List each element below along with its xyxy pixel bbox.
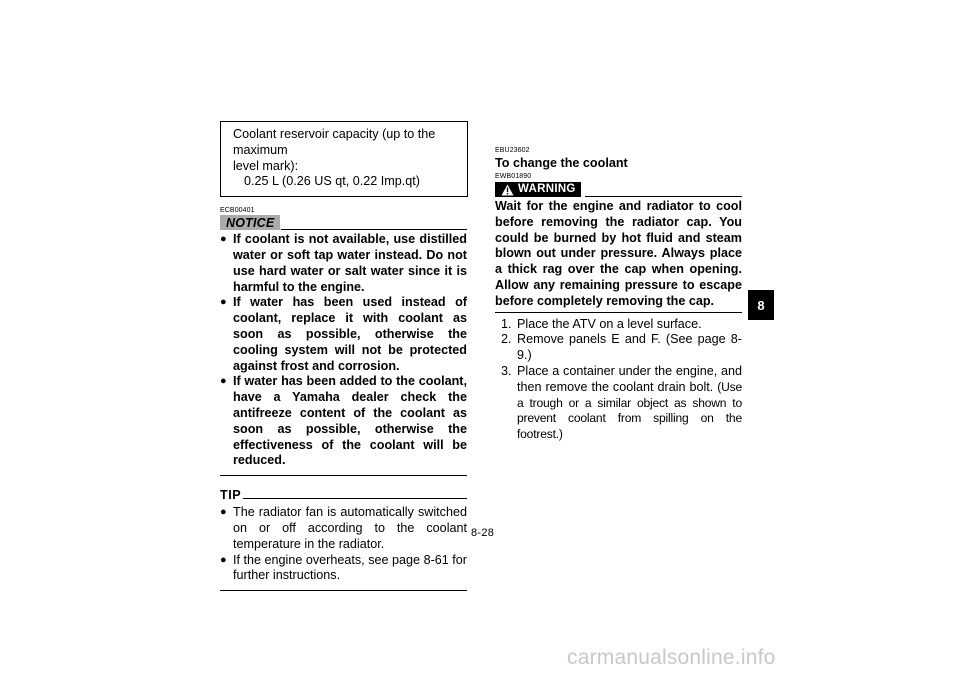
warning-code: EWB01890 (495, 173, 532, 180)
spec-line: Coolant reservoir capacity (up to the maximum (233, 127, 436, 157)
tip-rule (243, 498, 467, 499)
notice-badge: NOTICE (220, 215, 280, 230)
tip-list (220, 505, 467, 584)
page-number: 8-28 (471, 527, 495, 539)
tip-item: ● The radiator fan is automatically switched on or off according to the coolant temperature in the radiator. (220, 505, 467, 551)
watermark: carmanualsonline.info (567, 646, 776, 669)
step-item (495, 364, 742, 443)
tip-label: TIP (220, 488, 242, 503)
chapter-tab: 8 (748, 290, 774, 320)
procedure-steps (495, 317, 742, 443)
notice-end-rule (220, 475, 467, 476)
notice-item: ● If coolant is not available, use distilled water or soft tap water instead. Do not use hard water or salt water since it is harmful to the engine. (220, 232, 467, 294)
step-text: Place the ATV on a level surface. (517, 316, 702, 331)
warning-rule (585, 196, 742, 197)
right-column (495, 147, 742, 443)
notice-list (220, 232, 467, 469)
notice-code: ECB00401 (220, 207, 255, 215)
step-item (495, 317, 742, 333)
bullet-icon: ● (220, 506, 227, 519)
notice-header (220, 215, 467, 230)
spec-value: 0.25 L (0.26 US qt, 0.22 Imp.qt) (244, 174, 420, 189)
warning-header (495, 182, 742, 197)
warning-text: Wait for the engine and radiator to cool before removing the radiator cap. You could be burned by hot fluid and steam blown out under pressure. Always place a thick rag over the cap when opening. Allow any remaining pressure to escape before completely removing the cap. (495, 199, 742, 313)
tip-item: ● If the engine overheats, see page 8-61 for further instructions. (220, 552, 467, 583)
notice-item: ● If water has been added to the coolant, have a Yamaha dealer check the antifreeze content of the coolant as soon as possible, otherwise the effectiveness of the coolant will be reduced. (220, 374, 467, 468)
bullet-icon: ● (220, 296, 227, 309)
step-text-note: (Use a trough or a similar object as shown to prevent coolant from spilling on the footrest.) (517, 379, 742, 442)
spec-line: level mark): (233, 158, 299, 173)
section-code: EBU23602 (495, 147, 530, 154)
notice-rule (281, 229, 467, 230)
step-item (495, 332, 742, 364)
tip-header (220, 488, 467, 502)
step-text: Place a container under the engine, and then remove the coolant drain bolt. (517, 363, 742, 394)
section-title: To change the coolant (495, 156, 628, 170)
step-number: 1. (501, 316, 512, 331)
step-number: 2. (501, 332, 512, 347)
bullet-icon: ● (220, 233, 227, 246)
step-text: Remove panels E and F. (See page 8-9.) (517, 332, 742, 363)
step-number: 3. (501, 363, 512, 378)
warning-label: WARNING (518, 182, 576, 195)
tip-end-rule (220, 590, 467, 591)
coolant-capacity-box (220, 121, 468, 197)
warning-badge (495, 182, 581, 197)
left-column (220, 121, 467, 591)
bullet-icon: ● (220, 553, 227, 566)
warning-triangle-icon (501, 184, 514, 196)
notice-item: ● If water has been used instead of coolant, replace it with coolant as soon as possible, otherwise the cooling system will not be protected against frost and corrosion. (220, 295, 467, 373)
bullet-icon: ● (220, 375, 227, 388)
